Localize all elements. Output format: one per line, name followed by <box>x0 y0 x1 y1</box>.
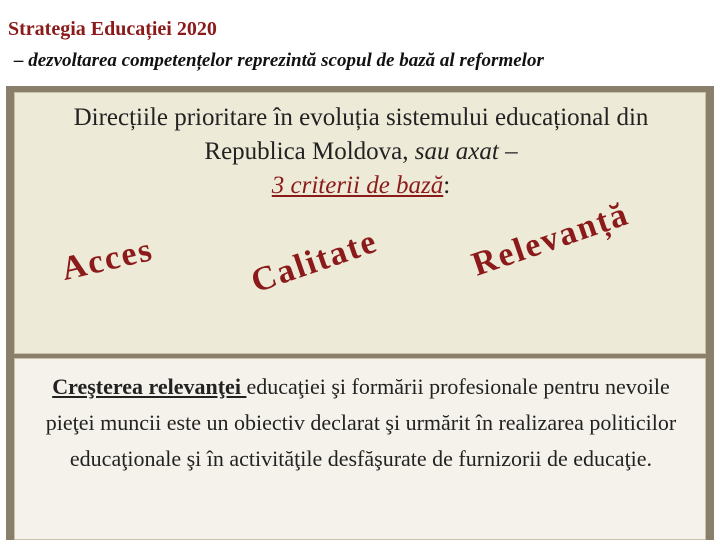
relevance-paragraph <box>45 369 677 477</box>
intro-text <box>35 101 687 203</box>
relevance-panel <box>14 358 706 540</box>
relevance-emphasis: Creşterea relevanţei <box>52 374 247 399</box>
criterion-quality: Calitate <box>246 222 383 301</box>
criterion-relevance: Relevanță <box>467 195 634 284</box>
page-subtitle: – dezvoltarea competențelor reprezintă scopul de bază al reformelor <box>14 50 544 71</box>
relevance-text: educaţiei şi formării profesionale pentru nevoile pieţei muncii este un obiectiv declarat şi urmărit în realizarea politicilor educaţionale şi în activităţile desfăşurate de furnizorii de educaţie. <box>45 374 677 471</box>
header <box>0 0 720 84</box>
page-title: Strategia Educației 2020 <box>8 18 217 40</box>
intro-line-1: Direcțiile prioritare în evoluția sistemului educațional din <box>73 104 649 131</box>
criterion-access: Acces <box>57 231 157 289</box>
criteria-panel <box>14 92 706 354</box>
criteria-colon: : <box>443 172 451 199</box>
intro-line-2: Republica Moldova, <box>204 138 415 165</box>
criteria-heading: 3 criterii de bază <box>271 172 444 199</box>
intro-axis-text: sau axat – <box>414 138 518 165</box>
